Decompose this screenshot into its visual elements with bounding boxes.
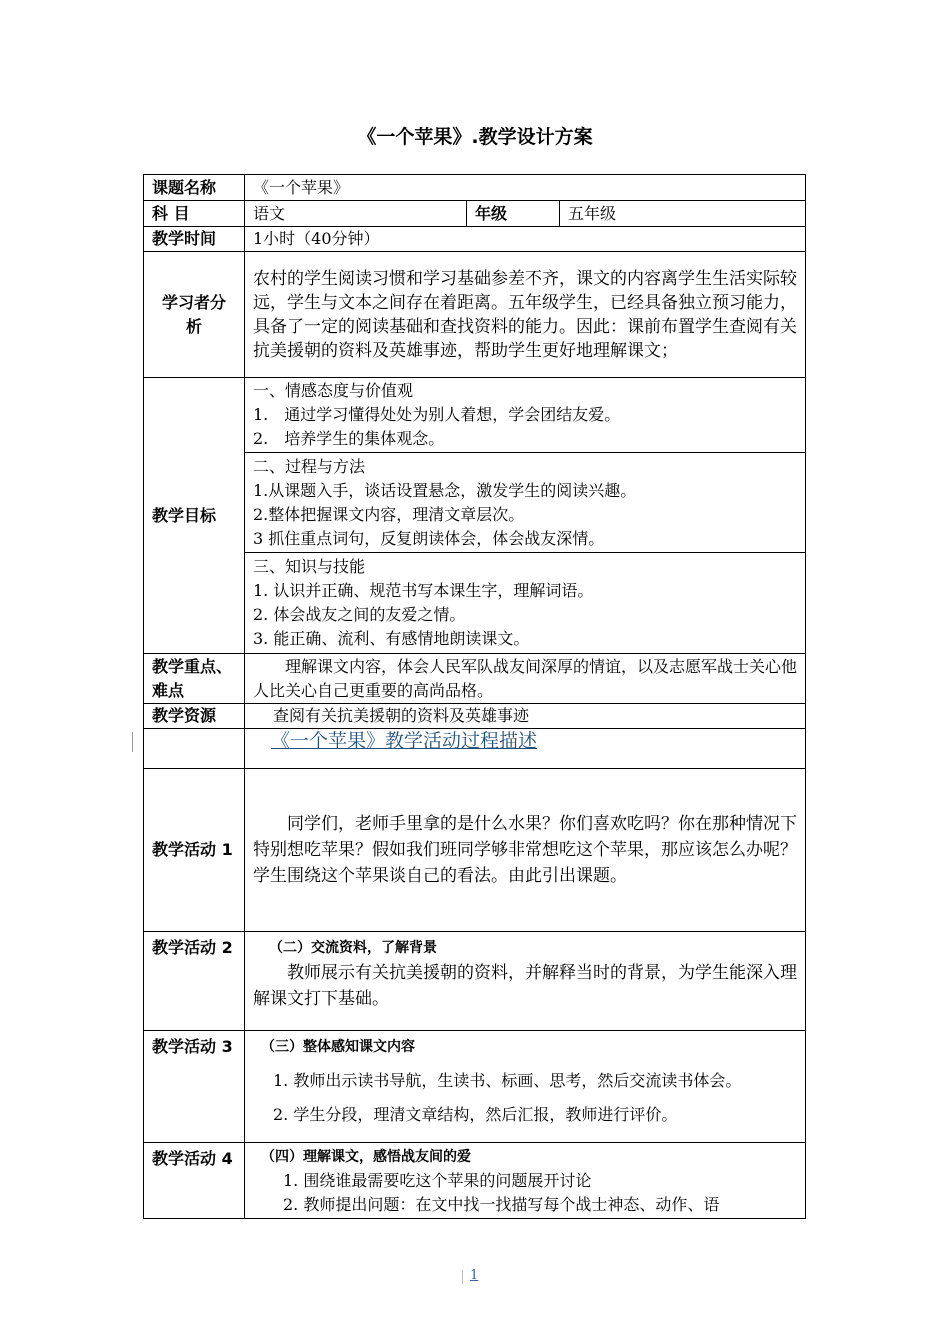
- goals-1-heading: 一、情感态度与价值观: [253, 381, 414, 400]
- row-goals-1: [144, 378, 806, 453]
- activity-3-item: 2. 学生分段，理清文章结构，然后汇报，教师进行评价。: [273, 1105, 678, 1124]
- course-name-value: 《一个苹果》: [245, 175, 806, 201]
- grade-label: 年级: [467, 201, 560, 227]
- goals-group-2: [245, 453, 806, 553]
- row-activity-2: [144, 932, 806, 1031]
- goals-2-item: 2.整体把握课文内容，理清文章层次。: [253, 504, 525, 524]
- goals-group-3: [245, 553, 806, 654]
- learner-label: 学习者分析: [144, 252, 245, 378]
- time-label: 教学时间: [144, 227, 245, 252]
- goals-3-item: 1. 认识并正确、规范书写本课生字，理解词语。: [253, 581, 594, 600]
- revision-margin-bar: [132, 732, 133, 752]
- activity-2-heading: （二）交流资料，了解背景: [269, 940, 437, 956]
- course-name-label: 课题名称: [144, 175, 245, 201]
- goals-group-1: [245, 378, 806, 453]
- goals-3-item: 2. 体会战友之间的友爱之情。: [253, 605, 466, 624]
- goals-2-item: 3 抓住重点词句，反复朗读体会，体会战友深情。: [253, 528, 605, 548]
- activity-4-heading: （四）理解课文，感悟战友间的爱: [261, 1149, 471, 1165]
- goals-label: 教学目标: [144, 378, 245, 654]
- row-learner: [144, 252, 806, 378]
- grade-value: 五年级: [560, 201, 806, 227]
- row-subject: [144, 201, 806, 227]
- learner-text: 农村的学生阅读习惯和学习基础参差不齐，课文的内容离学生生活实际较远，学生与文本之间存在着距离。五年级学生，已经具备独立预习能力，具备了一定的阅读基础和查找资料的能力。因此：课前布置学生查阅有关抗美援朝的资料及英雄事迹，帮助学生更好地理解课文；: [245, 252, 806, 378]
- resources-text: 查阅有关抗美援朝的资料及英雄事迹: [245, 704, 806, 729]
- activity-2-text: 教师展示有关抗美援朝的资料，并解释当时的背景，为学生能深入理解课文打下基础。: [253, 963, 797, 1009]
- row-process-title: [144, 729, 806, 769]
- activity-2-body: [245, 932, 806, 1031]
- subject-value: 语文: [245, 201, 467, 227]
- activity-4-item: 1. 围绕谁最需要吃这个苹果的问题展开讨论: [283, 1171, 592, 1190]
- row-resources: [144, 704, 806, 729]
- row-activity-3: [144, 1031, 806, 1143]
- row-course-name: [144, 175, 806, 201]
- time-value: 1小时（40分钟）: [245, 227, 806, 252]
- activity-3-heading: （三）整体感知课文内容: [261, 1039, 415, 1055]
- row-key-points: [144, 654, 806, 704]
- activity-3-item: 1. 教师出示读书导航，生读书、标画、思考，然后交流读书体会。: [273, 1071, 742, 1090]
- page-number: 1: [470, 1268, 479, 1283]
- goals-1-item: 1. 通过学习懂得处处为别人着想，学会团结友爱。: [253, 405, 621, 424]
- document-title: 《一个苹果》.教学设计方案: [357, 126, 593, 148]
- goals-2-item: 1.从课题入手，谈话设置悬念，激发学生的阅读兴趣。: [253, 480, 637, 500]
- activity-1-text: 同学们，老师手里拿的是什么水果？你们喜欢吃吗？你在那种情况下特别想吃苹果？假如我们班同学够非常想吃这个苹果，那应该怎么办呢？学生围绕这个苹果谈自己的看法。由此引出课题。: [245, 769, 806, 932]
- activity-4-label: 教学活动 4: [144, 1143, 245, 1219]
- activity-4-body: [245, 1143, 806, 1219]
- process-title-cell: [245, 729, 806, 769]
- footer-divider: [462, 1270, 463, 1284]
- activity-3-body: [245, 1031, 806, 1143]
- goals-3-heading: 三、知识与技能: [253, 557, 366, 576]
- goals-2-heading: 二、过程与方法: [253, 456, 366, 476]
- resources-label: 教学资源: [144, 704, 245, 729]
- goals-1-item: 2. 培养学生的集体观念。: [253, 429, 445, 448]
- activity-2-label: 教学活动 2: [144, 932, 245, 1031]
- key-points-text: 理解课文内容，体会人民军队战友间深厚的情谊，以及志愿军战士关心他人比关心自己更重要的高尚品格。: [245, 654, 806, 704]
- goals-3-item: 3. 能正确、流利、有感情地朗读课文。: [253, 629, 530, 648]
- subject-label: 科 目: [144, 201, 245, 227]
- lesson-plan-table: [143, 174, 806, 1219]
- key-points-label: 教学重点、难点: [144, 654, 245, 704]
- activity-4-item: 2. 教师提出问题：在文中找一找描写每个战士神态、动作、语: [283, 1195, 720, 1214]
- row-time: [144, 227, 806, 252]
- activity-3-label: 教学活动 3: [144, 1031, 245, 1143]
- activity-1-label: 教学活动 1: [144, 769, 245, 932]
- row-activity-4: [144, 1143, 806, 1219]
- process-title-spacer: [144, 729, 245, 769]
- row-activity-1: [144, 769, 806, 932]
- process-title: 《一个苹果》教学活动过程描述: [271, 730, 538, 752]
